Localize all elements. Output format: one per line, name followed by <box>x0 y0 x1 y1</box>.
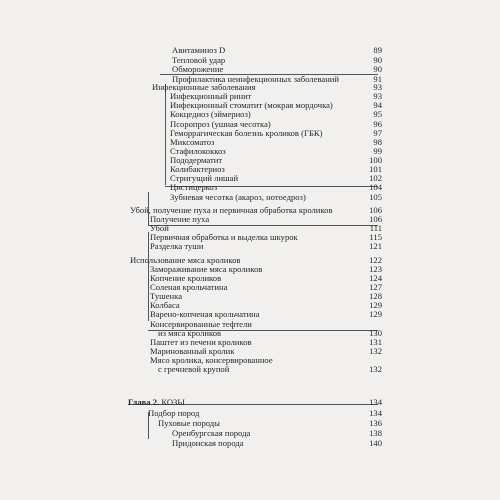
toc-entry-page: 122 <box>369 255 382 265</box>
toc-entry-title: Получение пуха <box>150 214 210 224</box>
toc-entry-title: Пуховые породы <box>158 418 220 428</box>
toc-entry-title: Варено-копченая крольчатина <box>150 309 260 319</box>
toc-bracket-line <box>148 232 149 321</box>
toc-bracket-line <box>148 225 378 226</box>
toc-entry-title: Псоропроз (ушная чесотка) <box>170 119 271 129</box>
toc-entry-title: Обморожение <box>172 64 224 74</box>
chapter-title: КОЗЫ <box>161 397 185 407</box>
toc-entry-page: 132 <box>369 364 382 374</box>
toc-entry-title: Подбор пород <box>148 408 200 418</box>
toc-entry-title: Соленая крольчатина <box>150 282 228 292</box>
toc-entry-page: 134 <box>369 397 382 407</box>
toc-entry-title: Колибактериоз <box>170 164 225 174</box>
toc-entry-title: Инфекционный стоматит (мокрая мордочка) <box>170 100 333 110</box>
toc-entry-title: Тепловой удар <box>172 55 226 65</box>
toc-entry-title: Инфекционные заболевания <box>152 82 256 92</box>
toc-entry-page: 129 <box>369 300 382 310</box>
toc-entry-page: 115 <box>369 232 382 242</box>
toc-entry-title: Цистицеркоз <box>170 182 218 192</box>
toc-entry-page: 94 <box>373 100 382 110</box>
toc-entry-page: 99 <box>373 146 382 156</box>
toc-entry-page: 98 <box>373 137 382 147</box>
toc-entry-title: Стафилококкоз <box>170 146 226 156</box>
toc-entry-title: Использование мяса кроликов <box>130 255 241 265</box>
toc-entry-title: Мясо кролика, консервированное <box>150 355 273 365</box>
toc-entry-page: 89 <box>373 45 382 55</box>
toc-entry-title: Маринованный кролик <box>150 346 235 356</box>
toc-entry-page: 123 <box>369 264 382 274</box>
toc-entry-title: Профилактика неинфекционных заболеваний <box>172 74 339 84</box>
toc-entry-page: 106 <box>369 214 382 224</box>
toc-entry-title: Убой, получение пуха и первичная обработка кроликов <box>130 205 333 215</box>
toc-entry-page: 140 <box>369 438 382 448</box>
toc-entry-title: из мяса кроликов <box>158 328 222 338</box>
chapter-number: Глава 2. <box>128 397 160 407</box>
toc-entry-title: Инфекционный ринит <box>170 91 252 101</box>
toc-entry-page: 138 <box>369 428 382 438</box>
toc-entry-title: Паштет из печени кроликов <box>150 337 252 347</box>
toc-entry-title: Пододерматит <box>170 155 223 165</box>
toc-entry-title: Кокцедиоз (эймериоз) <box>170 109 251 119</box>
toc-entry-page: 105 <box>369 192 382 202</box>
toc-entry-title: Убой <box>150 223 169 233</box>
toc-entry-title: Геморрагическая болезнь кроликов (ГБК) <box>170 128 323 138</box>
toc-entry-title: Придонская порода <box>172 438 244 448</box>
toc-entry-page: 134 <box>369 408 382 418</box>
toc-entry-page: 96 <box>373 119 382 129</box>
toc-entry-page: 102 <box>369 173 382 183</box>
toc-entry-title: с гречневой крупой <box>158 364 230 374</box>
toc-entry-page: 93 <box>373 91 382 101</box>
toc-entry-title: Копчение кроликов <box>150 273 222 283</box>
toc-entry-page: 127 <box>369 282 382 292</box>
toc-entry-title: Консервированные тефтели <box>150 319 252 329</box>
toc-entry-title: Колбаса <box>150 300 180 310</box>
toc-entry-page: 90 <box>373 64 382 74</box>
toc-entry-page: 124 <box>369 273 382 283</box>
toc-bracket-line <box>165 84 166 185</box>
toc-entry-page: 100 <box>369 155 382 165</box>
toc-entry-page: 130 <box>369 328 382 338</box>
toc-entry-title: Миксоматоз <box>170 137 215 147</box>
toc-entry-page: 136 <box>369 418 382 428</box>
toc-entry-page: 111 <box>369 223 382 233</box>
toc-entry-title: Зубневая чесотка (акароз, нотоедроз) <box>170 192 306 202</box>
toc-entry-title: Замораживание мяса кроликов <box>150 264 263 274</box>
toc-entry-page: 93 <box>373 82 382 92</box>
toc-entry-title: Оренбургская порода <box>172 428 251 438</box>
toc-entry-title: Тушенка <box>150 291 183 301</box>
toc-entry-page: 90 <box>373 55 382 65</box>
toc-entry-page: 132 <box>369 346 382 356</box>
toc-entry-title: Авитаминоз D <box>172 45 226 55</box>
toc-entry-title: Стригущий лишай <box>170 173 239 183</box>
toc-entry-page: 121 <box>369 241 382 251</box>
toc-entry-page: 128 <box>369 291 382 301</box>
toc-entry-page: 131 <box>369 337 382 347</box>
toc-entry-title: Первичная обработка и выделка шкурок <box>150 232 298 242</box>
toc-entry-page: 101 <box>369 164 382 174</box>
toc-entry-page: 106 <box>369 205 382 215</box>
toc-entry-page: 95 <box>373 109 382 119</box>
toc-entry-page: 129 <box>369 309 382 319</box>
toc-entry-page: 97 <box>373 128 382 138</box>
toc-entry-page: 104 <box>369 182 382 192</box>
toc-entry-title: Разделка туши <box>150 241 204 251</box>
toc-entry-page: 91 <box>373 74 382 84</box>
